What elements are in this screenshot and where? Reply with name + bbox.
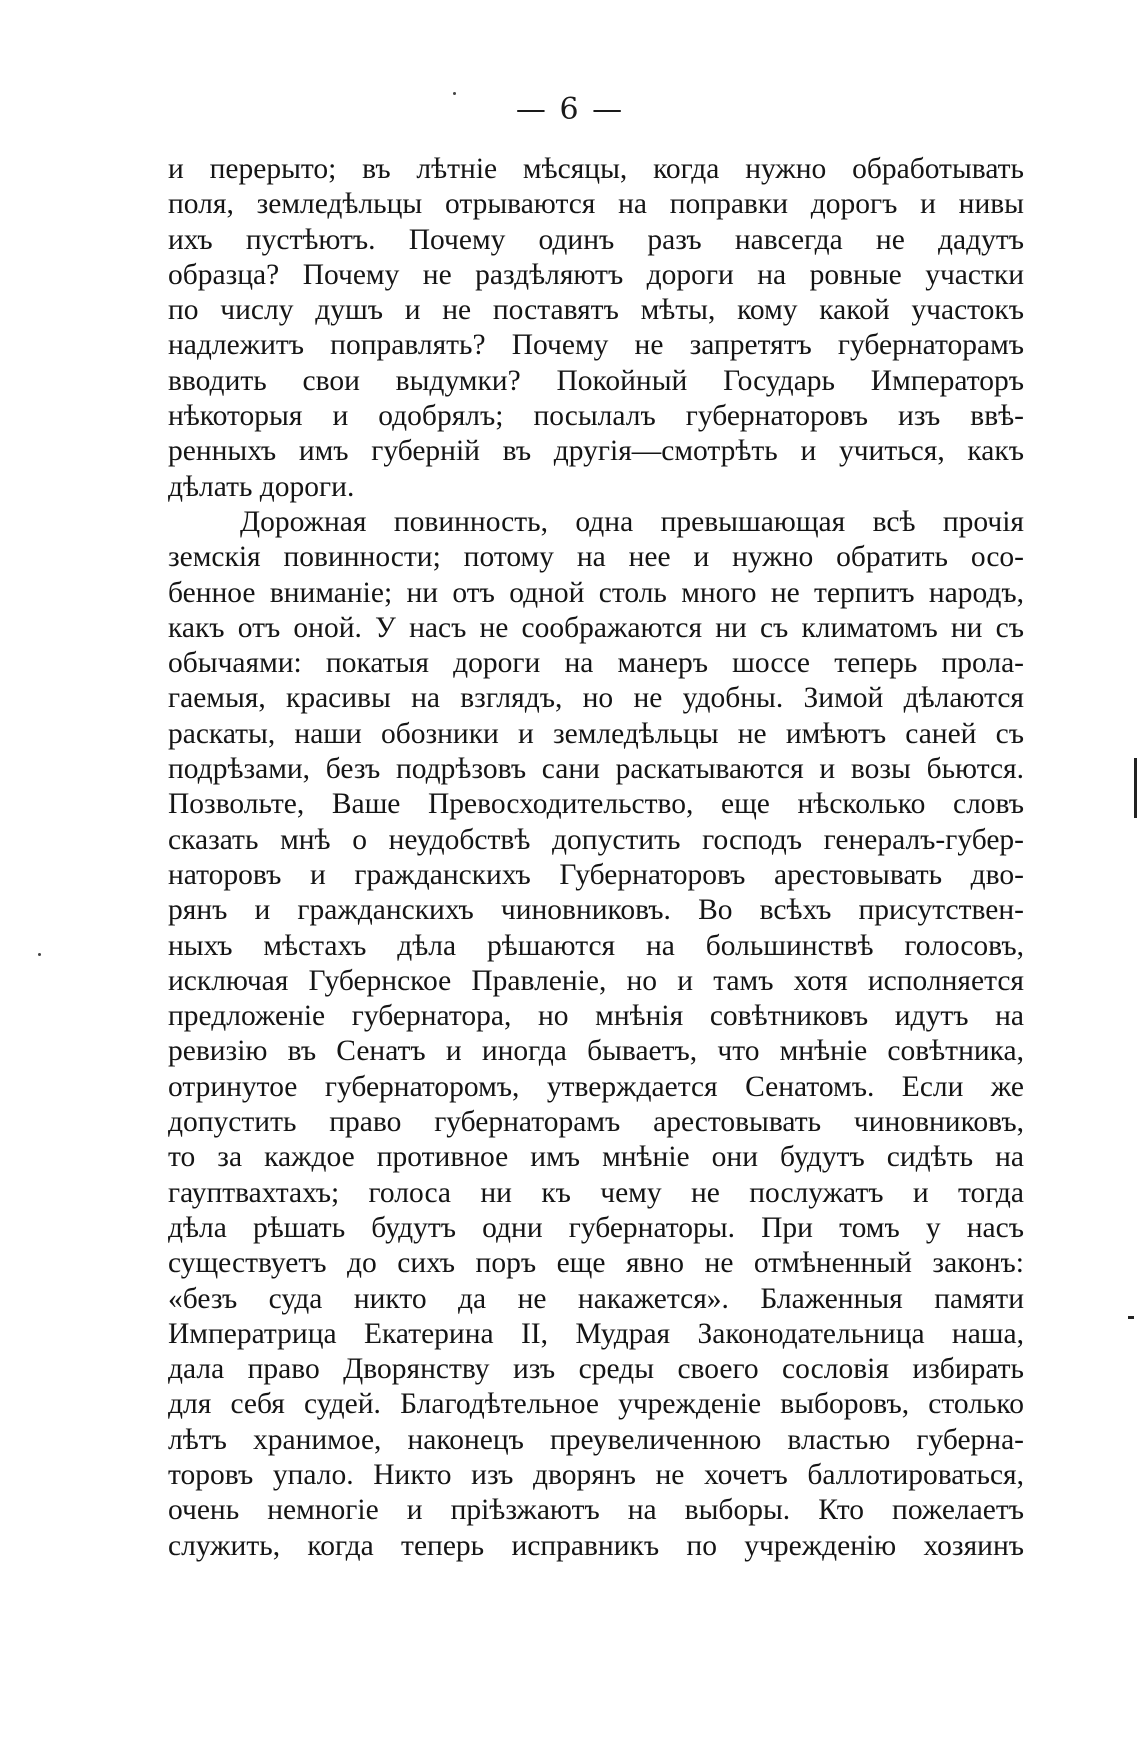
text-line: отринутое губернаторомъ, утверждается Сенатомъ. Если же	[168, 1070, 1024, 1103]
text-line: земскія повинности; потому на нее и нужно обратить осо-	[168, 541, 1024, 574]
text-line: Позвольте, Ваше Превосходительство, еще нѣсколько словъ	[168, 788, 1024, 821]
text-line: сказать мнѣ о неудобствѣ допустить господъ генералъ-губер-	[168, 823, 1024, 856]
text-line: очень немногіе и пріѣзжаютъ на выборы. Кто пожелаетъ	[168, 1494, 1024, 1527]
text-line: образца? Почему не раздѣляютъ дороги на ровные участки	[168, 258, 1024, 291]
text-line: нѣкоторыя и одобрялъ; посылалъ губернаторовъ изъ ввѣ-	[168, 400, 1024, 433]
text-line: исключая Губернское Правленіе, но и тамъ хотя исполняется	[168, 964, 1024, 997]
text-line: обычаями: покатыя дороги на манеръ шоссе теперь прола-	[168, 647, 1024, 680]
scan-speck	[38, 953, 41, 956]
text-line: дѣла рѣшать будутъ одни губернаторы. При томъ у насъ	[168, 1211, 1024, 1244]
text-line: по числу душъ и не поставятъ мѣты, кому какой участокъ	[168, 294, 1024, 327]
text-line: предложеніе губернатора, но мнѣнія совѣтниковъ идутъ на	[168, 1000, 1024, 1033]
scan-edge-mark	[1134, 758, 1137, 818]
text-line: ныхъ мѣстахъ дѣла рѣшаются на большинствѣ голосовъ,	[168, 929, 1024, 962]
text-line: то за каждое противное имъ мнѣніе они будутъ сидѣть на	[168, 1141, 1024, 1174]
text-line: «безъ суда никто да не накажется». Блаженныя памяти	[168, 1282, 1024, 1315]
text-line: бенное вниманіе; ни отъ одной столь много не терпитъ народъ,	[168, 576, 1024, 609]
text-line: раскаты, наши обозники и земледѣльцы не имѣютъ саней съ	[168, 717, 1024, 750]
text-line: Дорожная повинность, одна превышающая всѣ прочія	[240, 505, 1024, 538]
text-line: ихъ пустѣютъ. Почему одинъ разъ навсегда не дадутъ	[168, 223, 1024, 256]
text-line: лѣтъ хранимое, наконецъ преувеличенною властью губерна-	[168, 1423, 1024, 1456]
text-line: ревизію въ Сенатъ и иногда бываетъ, что мнѣніе совѣтника,	[168, 1035, 1024, 1068]
text-line: служить, когда теперь исправникъ по учрежденію хозяинъ	[168, 1529, 1024, 1562]
text-line: поля, земледѣльцы отрываются на поправки дорогъ и нивы	[168, 188, 1024, 221]
text-line: надлежитъ поправлять? Почему не запретятъ губернаторамъ	[168, 329, 1024, 362]
text-line: дала право Дворянству изъ среды своего сословія избирать	[168, 1353, 1024, 1386]
text-line: торовъ упало. Никто изъ дворянъ не хочетъ баллотироваться,	[168, 1458, 1024, 1491]
text-line: ренныхъ имъ губерній въ другія—смотрѣть и учиться, какъ	[168, 435, 1024, 468]
text-line: Императрица Екатерина II, Мудрая Законодательница наша,	[168, 1317, 1024, 1350]
text-line: какъ отъ оной. У насъ не соображаются ни съ климатомъ ни съ	[168, 611, 1024, 644]
text-line: гаемыя, красивы на взглядъ, но не удобны. Зимой дѣлаются	[168, 682, 1024, 715]
scan-edge-mark	[1128, 1316, 1134, 1319]
text-line: наторовъ и гражданскихъ Губернаторовъ арестовывать дво-	[168, 858, 1024, 891]
text-line: дѣлать дороги.	[168, 470, 355, 503]
text-line: вводить свои выдумки? Покойный Государь Императоръ	[168, 364, 1024, 397]
text-line: рянъ и гражданскихъ чиновниковъ. Во всѣхъ присутствен-	[168, 894, 1024, 927]
scan-speck	[453, 92, 456, 95]
text-line: гауптвахтахъ; голоса ни къ чему не послужатъ и тогда	[168, 1176, 1024, 1209]
text-line: и перерыто; въ лѣтніе мѣсяцы, когда нужно обработывать	[168, 153, 1024, 185]
text-line: для себя судей. Благодѣтельное учрежденіе выборовъ, столько	[168, 1388, 1024, 1421]
text-line: существуетъ до сихъ поръ еще явно не отмѣненный законъ:	[168, 1247, 1024, 1280]
body-text	[168, 152, 1024, 1564]
text-line: допустить право губернаторамъ арестовывать чиновниковъ,	[168, 1106, 1024, 1139]
text-line: подрѣзами, безъ подрѣзовъ сани раскатываются и возы бьются.	[168, 753, 1024, 786]
page-number: — 6 —	[515, 92, 625, 127]
